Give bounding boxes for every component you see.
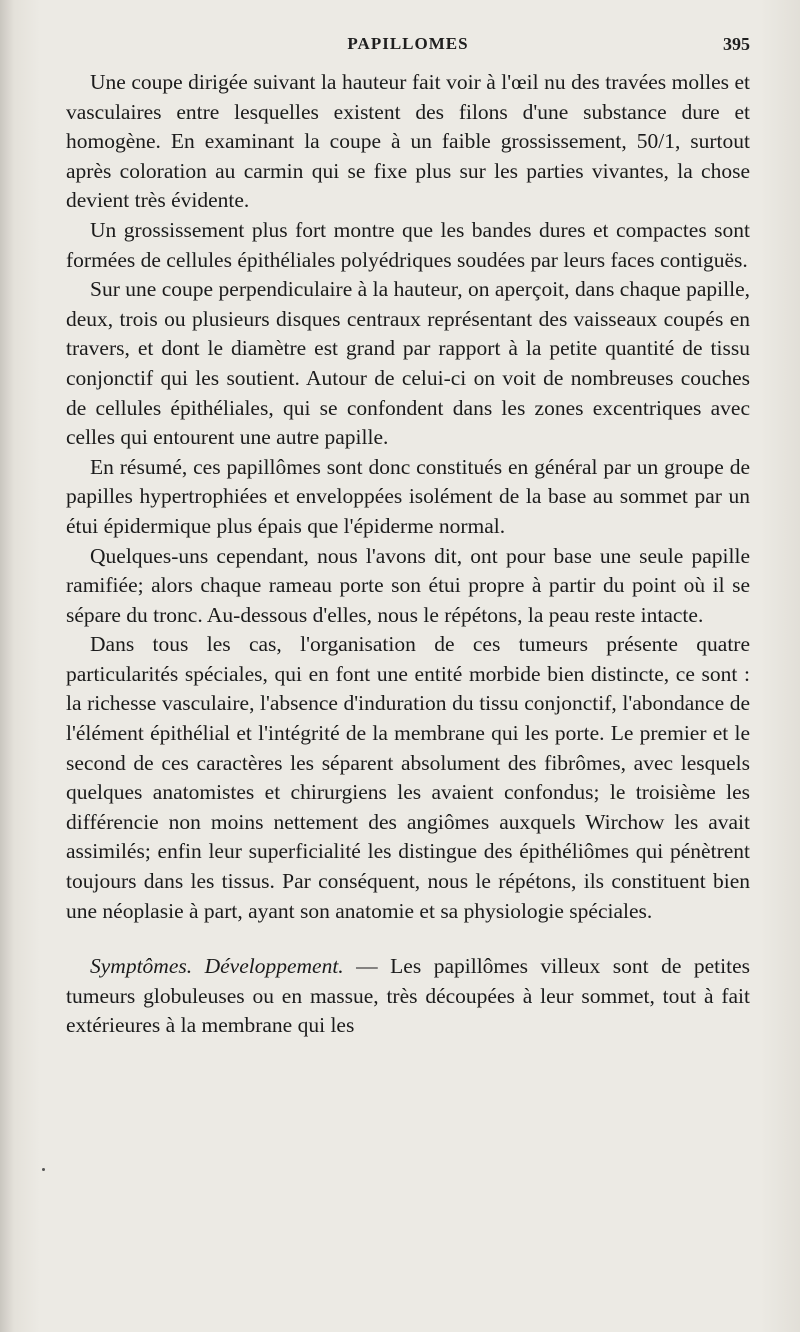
running-head: PAPILLOMES: [347, 34, 469, 53]
paragraph-3: Sur une coupe perpendiculaire à la hauteur, on aperçoit, dans chaque papille, deux, trois ou plusieurs disques centraux représentant des vaisseaux coupés en travers, et dont le diamètre est grand par rapport à la petite quantité de tissu conjonctif qui les soutient. Autour de celui-ci on voit de nombreuses couches de cellules épithéliales, qui se confondent dans les zones excentriques avec celles qui entourent une autre papille.: [66, 277, 750, 450]
margin-speck: [42, 1168, 45, 1171]
section-heading: Symptômes. Développement.: [90, 954, 344, 979]
paragraph-6: Dans tous les cas, l'organisation de ces tumeurs présente quatre particularités spéciales, qui en font une entité morbide bien distincte, ce sont : la richesse vasculaire, l'absence d'induration du tissu conjonctif, l'abondance de l'élément épithélial et l'intégrité de la membrane qui les porte. Le premier et le second de ces caractères les séparent absolument des fibrômes, avec lesquels quelques anatomistes et chirurgiens les avaient confondus; le troisième les différencie non moins nettement des angiômes auxquels Wirchow les avait assimilés; enfin leur superficialité les distingue des épithéliômes qui pénètrent toujours dans les tissus. Par conséquent, nous le répétons, ils constituent bien une néoplasie à part, ayant son anatomie et sa physiologie spéciales.: [66, 632, 750, 923]
paragraph-2: Un grossissement plus fort montre que les bandes dures et compactes sont formées de cellules épithéliales polyédriques soudées par leurs faces contiguës.: [66, 217, 750, 272]
body-text: [66, 68, 750, 1041]
paragraph-1: Une coupe dirigée suivant la hauteur fait voir à l'œil nu des travées molles et vasculaires entre lesquelles existent des filons d'une substance dure et homogène. En examinant la coupe à un faible grossissement, 50/1, surtout après coloration au carmin qui se fixe plus sur les parties vivantes, la chose devient très évidente.: [66, 70, 750, 213]
paragraph-5: Quelques-uns cependant, nous l'avons dit, ont pour base une seule papille ramifiée; alors chaque rameau porte son étui propre à partir du point où il se sépare du tronc. Au-dessous d'elles, nous le répétons, la peau reste intacte.: [66, 543, 750, 627]
paragraph-4: En résumé, ces papillômes sont donc constitués en général par un groupe de papilles hypertrophiées et enveloppées isolément de la base au sommet par un étui épidermique plus épais que l'épiderme normal.: [66, 454, 750, 538]
page-number: 395: [723, 34, 750, 54]
page-header: [66, 32, 750, 60]
section-text: Les papillômes villeux sont de petites tumeurs globuleuses ou en massue, très découpées à leur sommet, tout à fait extérieures à la membrane qui les: [66, 954, 750, 1038]
section-dash: —: [343, 954, 391, 979]
section-paragraph: [66, 952, 750, 1041]
